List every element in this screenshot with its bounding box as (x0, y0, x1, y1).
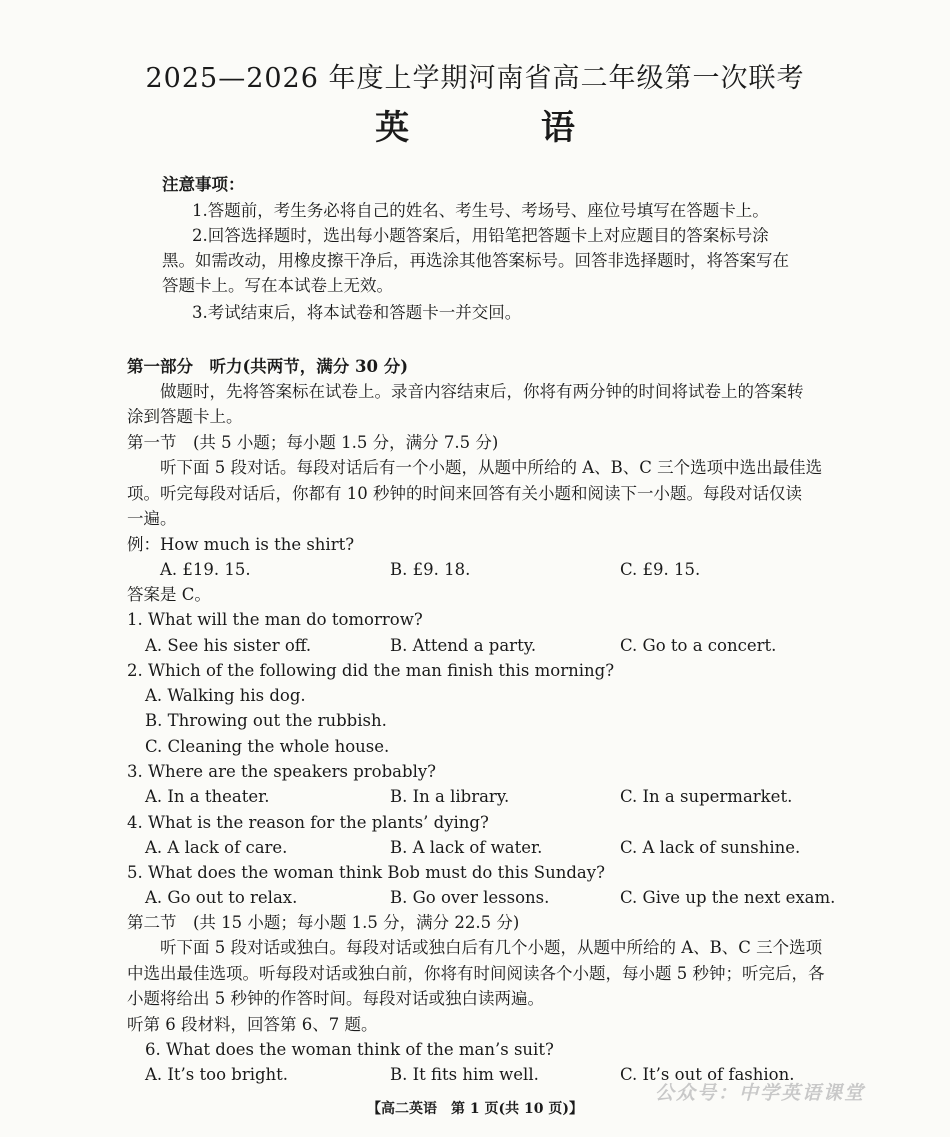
option-c: C. Cleaning the whole house. (145, 737, 390, 756)
question-text: 5. What does the woman think Bob must do this Sunday? (127, 863, 605, 882)
part1-heading: 第一部分 听力(共两节，满分 30 分) (127, 357, 409, 376)
section1-instruction: 项。听完每段对话后，你都有 10 秒钟的时间来回答有关小题和阅读下一小题。每段对话仅读 (127, 484, 802, 503)
option-b: B. Go over lessons. (390, 888, 550, 907)
section1-instruction: 听下面 5 段对话。每段对话后有一个小题，从题中所给的 A、B、C 三个选项中选出最佳选 (160, 458, 823, 477)
option-b: B. In a library. (390, 787, 510, 806)
example-option-b: B. £9. 18. (390, 560, 471, 579)
question-text: 2. Which of the following did the man finish this morning? (127, 661, 615, 680)
watermark: 公众号：中学英语课堂 (655, 1082, 866, 1104)
subject-title: 英 语 (375, 108, 635, 148)
option-a: A. In a theater. (145, 787, 270, 806)
option-c: C. It’s out of fashion. (620, 1065, 795, 1084)
section2-instruction: 小题将给出 5 秒钟的作答时间。每段对话或独白读两遍。 (127, 989, 544, 1008)
notice-line: 3.考试结束后，将本试卷和答题卡一并交回。 (192, 303, 522, 322)
example-option-c: C. £9. 15. (620, 560, 701, 579)
example-answer: 答案是 C。 (127, 585, 211, 604)
notice-line: 黑。如需改动，用橡皮擦干净后，再选涂其他答案标号。回答非选择题时，将答案写在 (162, 251, 789, 270)
option-b: B. A lack of water. (390, 838, 543, 857)
option-c: C. In a supermarket. (620, 787, 793, 806)
option-c: C. A lack of sunshine. (620, 838, 801, 857)
question-text: 3. Where are the speakers probably? (127, 762, 437, 781)
option-a: A. Walking his dog. (145, 686, 306, 705)
option-a: A. Go out to relax. (145, 888, 298, 907)
option-b: B. It fits him well. (390, 1065, 539, 1084)
notice-line: 答题卡上。写在本试卷上无效。 (162, 276, 393, 295)
section2-instruction: 听下面 5 段对话或独白。每段对话或独白后有几个小题，从题中所给的 A、B、C 三个选项 (160, 938, 823, 957)
example-question: 例：How much is the shirt? (127, 535, 355, 554)
notice-heading: 注意事项： (162, 175, 245, 194)
exam-title: 2025—2026 年度上学期河南省高二年级第一次联考 (145, 63, 805, 94)
option-c: C. Go to a concert. (620, 636, 777, 655)
section2-heading: 第二节 (共 15 小题；每小题 1.5 分，满分 22.5 分) (127, 913, 520, 932)
question-text: 4. What is the reason for the plants’ dying? (127, 813, 489, 832)
section1-heading: 第一节 (共 5 小题；每小题 1.5 分，满分 7.5 分) (127, 433, 499, 452)
material-note: 听第 6 段材料，回答第 6、7 题。 (127, 1015, 378, 1034)
section2-instruction: 中选出最佳选项。听每段对话或独白前，你将有时间阅读各个小题，每小题 5 秒钟；听完后，各 (127, 964, 825, 983)
question-text: 1. What will the man do tomorrow? (127, 610, 423, 629)
section1-instruction: 一遍。 (127, 509, 177, 528)
part1-intro: 做题时，先将答案标在试卷上。录音内容结束后，你将有两分钟的时间将试卷上的答案转 (160, 382, 804, 401)
option-a: A. See his sister off. (145, 636, 312, 655)
option-c: C. Give up the next exam. (620, 888, 836, 907)
notice-line: 2.回答选择题时，选出每小题答案后，用铅笔把答题卡上对应题目的答案标号涂 (192, 226, 769, 245)
option-b: B. Attend a party. (390, 636, 537, 655)
part1-intro: 涂到答题卡上。 (127, 407, 243, 426)
option-a: A. A lack of care. (145, 838, 288, 857)
option-b: B. Throwing out the rubbish. (145, 711, 387, 730)
option-a: A. It’s too bright. (145, 1065, 289, 1084)
page-footer: 【高二英语 第 1 页(共 10 页)】 (367, 1101, 583, 1117)
question-text: 6. What does the woman think of the man’s suit? (145, 1040, 554, 1059)
notice-line: 1.答题前，考生务必将自己的姓名、考生号、考场号、座位号填写在答题卡上。 (192, 201, 769, 220)
example-option-a: A. £19. 15. (160, 560, 251, 579)
